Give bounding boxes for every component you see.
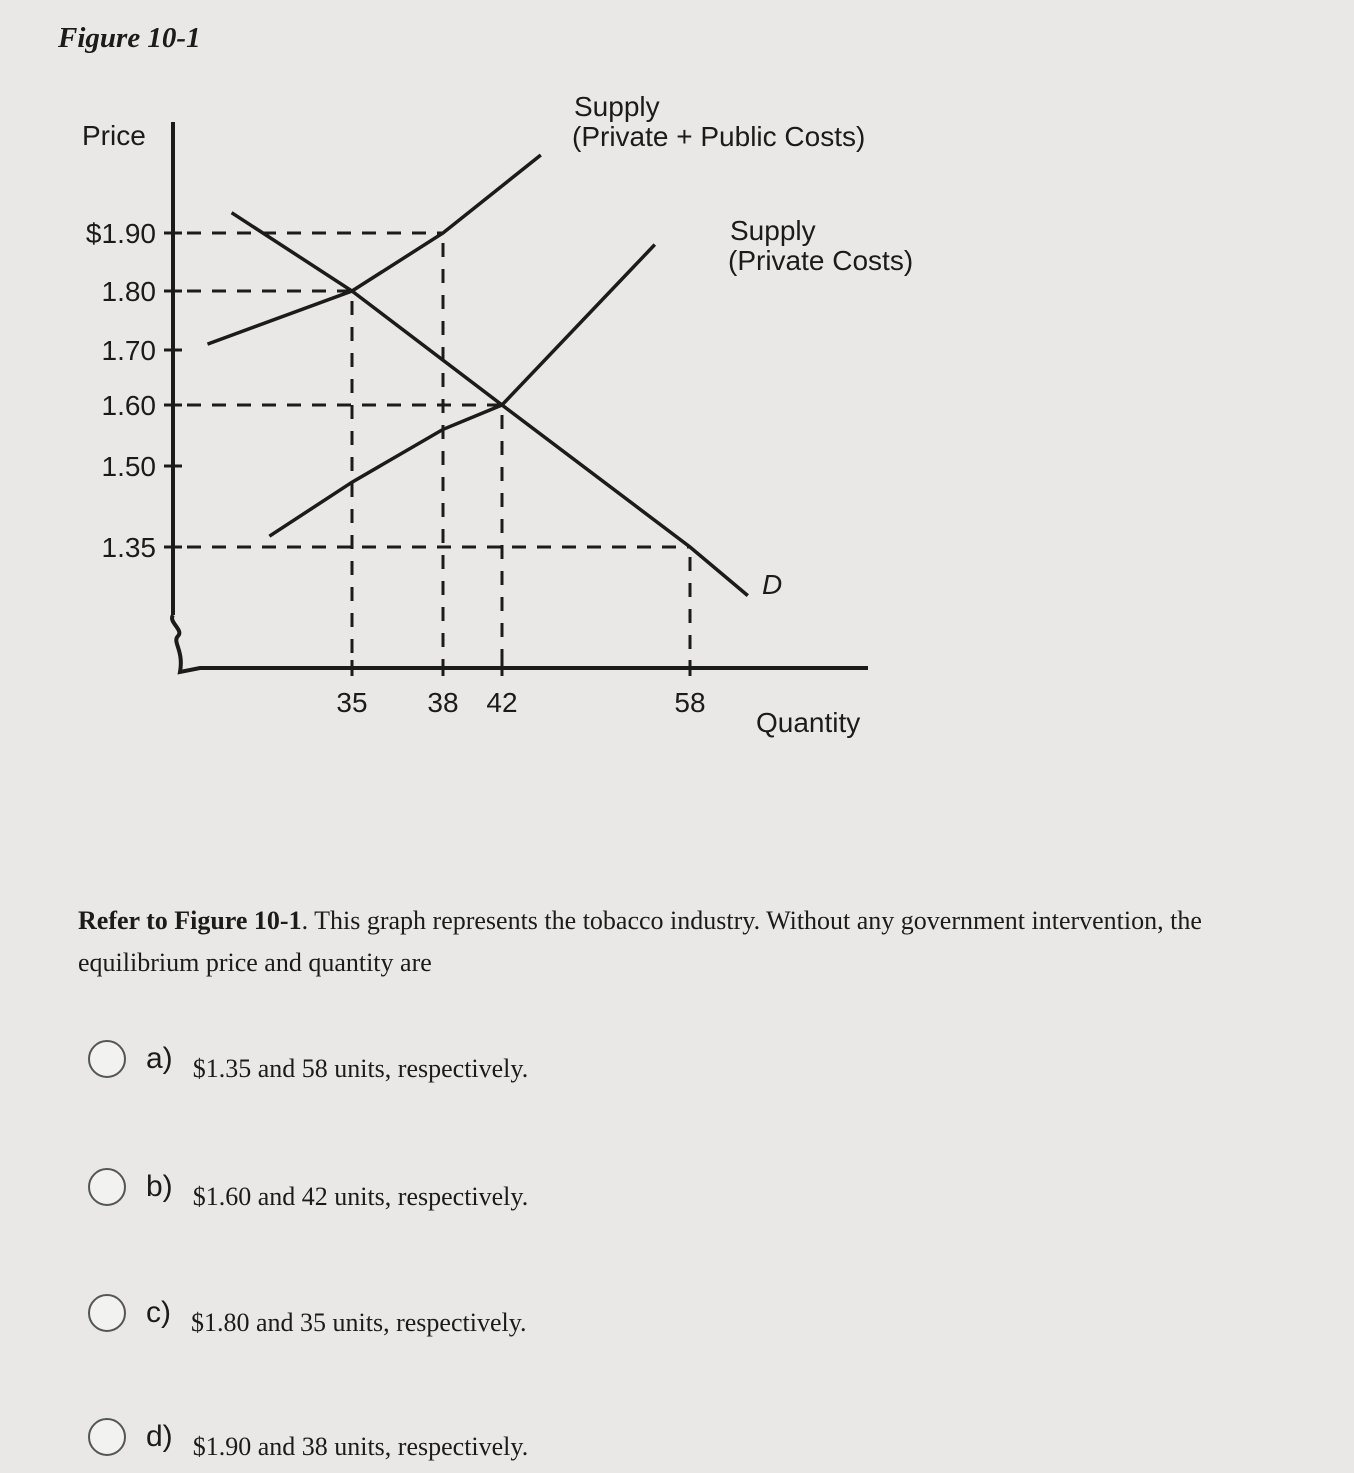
radio-button-d[interactable] bbox=[88, 1418, 126, 1456]
y-tick-label: 1.50 bbox=[101, 451, 156, 482]
option-d-text: $1.90 and 38 units, respectively. bbox=[192, 1432, 529, 1461]
option-b-text: $1.60 and 42 units, respectively. bbox=[192, 1182, 529, 1211]
radio-button-a[interactable] bbox=[88, 1040, 126, 1078]
x-tick-label: 42 bbox=[486, 687, 518, 718]
question-ref: Refer to Figure 10-1 bbox=[78, 906, 302, 935]
x-tick-label: 35 bbox=[336, 687, 368, 718]
y-tick-label: 1.60 bbox=[101, 390, 156, 421]
option-b-letter: b) bbox=[146, 1170, 173, 1203]
supply-private-label-line1: Supply bbox=[730, 215, 816, 246]
x-axis-line bbox=[172, 615, 868, 672]
supply-private-label-line2: (Private Costs) bbox=[728, 245, 914, 276]
question-body: . This graph represents the tobacco industry. Without any government intervention, the equilibrium price and quantity are bbox=[78, 906, 1202, 977]
option-a[interactable] bbox=[88, 1040, 529, 1083]
y-tick-label: 1.80 bbox=[101, 276, 156, 307]
x-tick-label: 58 bbox=[674, 687, 706, 718]
y-axis-label: Price bbox=[82, 120, 146, 151]
option-c-text: $1.80 and 35 units, respectively. bbox=[191, 1308, 527, 1337]
demand-label: D bbox=[762, 569, 783, 600]
option-b[interactable] bbox=[88, 1168, 529, 1211]
option-a-text: $1.35 and 58 units, respectively. bbox=[192, 1054, 529, 1083]
supply-social-cost-curve bbox=[208, 155, 541, 344]
radio-button-b[interactable] bbox=[88, 1168, 126, 1206]
supply-social-label-line1: Supply bbox=[574, 91, 660, 122]
option-c-letter: c) bbox=[146, 1296, 171, 1329]
option-c[interactable] bbox=[88, 1294, 527, 1337]
option-d-letter: d) bbox=[146, 1420, 173, 1453]
x-tick-label: 38 bbox=[427, 687, 459, 718]
option-d[interactable] bbox=[88, 1418, 529, 1461]
x-axis-label: Quantity bbox=[756, 707, 861, 738]
y-tick-label: 1.35 bbox=[101, 532, 156, 563]
figure-title: Figure 10-1 bbox=[58, 22, 201, 54]
question-text bbox=[78, 900, 1328, 984]
y-tick-label: $1.90 bbox=[85, 218, 156, 249]
radio-button-c[interactable] bbox=[88, 1294, 126, 1332]
option-a-letter: a) bbox=[146, 1042, 173, 1075]
supply-private-cost-curve bbox=[269, 245, 654, 537]
supply-social-label-line2: (Private + Public Costs) bbox=[572, 121, 866, 152]
y-tick-label: 1.70 bbox=[101, 335, 156, 366]
